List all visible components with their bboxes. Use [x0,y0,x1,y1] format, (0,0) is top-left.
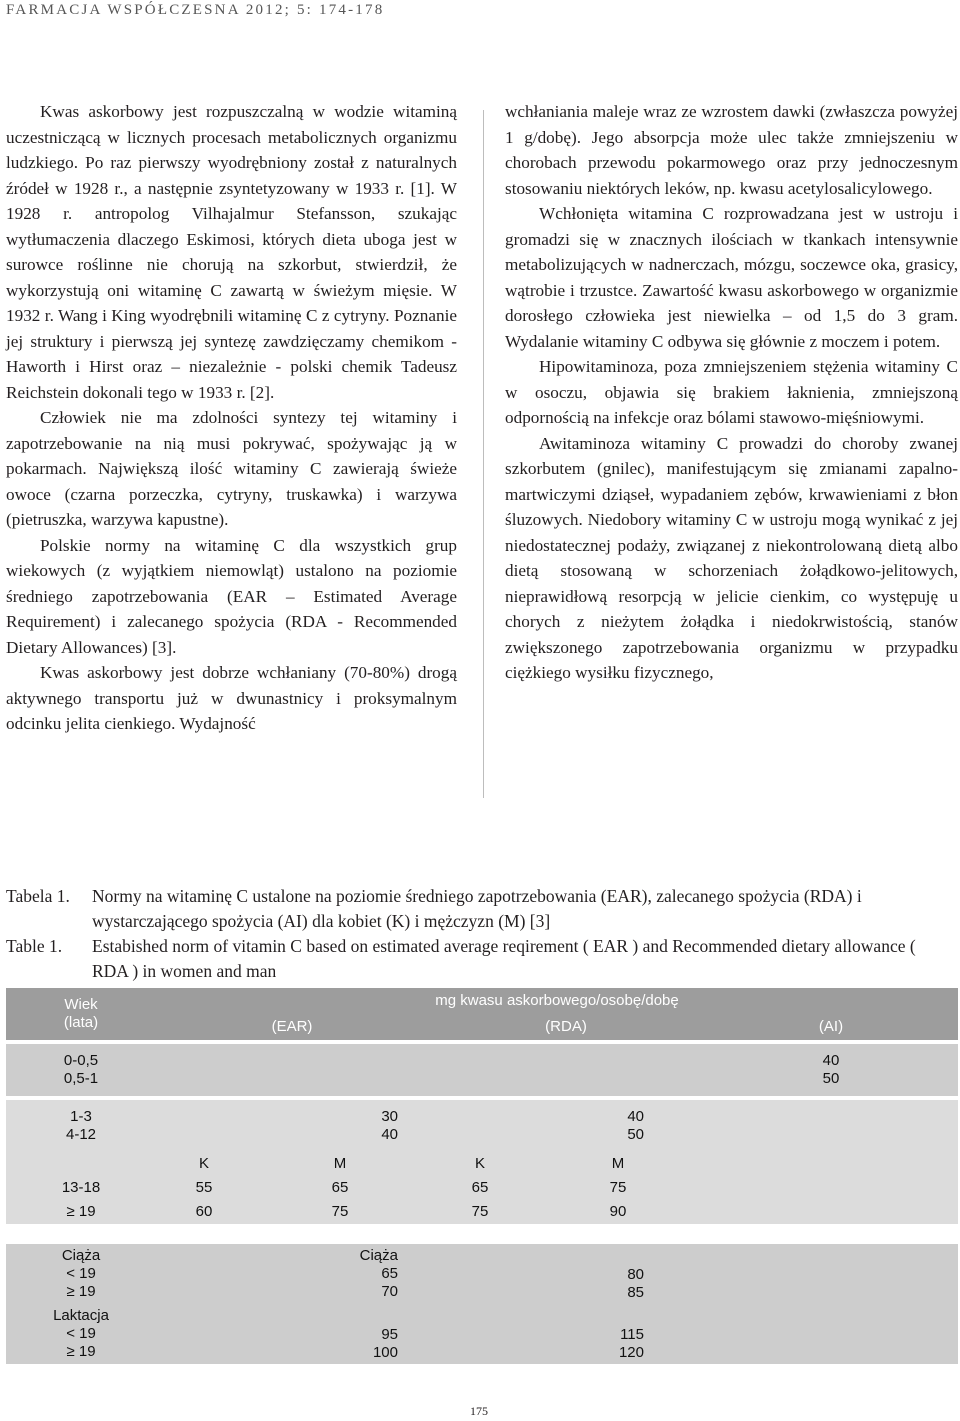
rda-cell [428,1304,704,1364]
ai-cell [704,1044,958,1096]
paragraph: Wchłonięta witamina C rozprowadzana jest w ustroju i gromadzi się w znacznych ilościach w tkankach intensywnie metabolizujących w nadnerczach, mózgu, soczewce oka, grasicy, wątrobie i trzustce. Zawartość kwasu askorbowego w organizmie dorosłego człowieka jest niewielka – od 1,5 do 3 gram. Wydalanie witaminy C odbywa się głównie z moczem i potem. [505,204,958,351]
rda-cell [428,1100,704,1152]
age-header-line: (lata) [63,1014,99,1031]
age-value: 1-3 [70,1108,92,1125]
rda-m-value: 90 [609,1203,627,1220]
age-header-line: Wiek [64,996,98,1013]
vitamin-c-norms-table [6,988,958,1364]
ear-cell [156,1100,428,1152]
paragraph: Człowiek nie ma zdolności syntezy tej witaminy i zapotrzebowanie na nią musi pokrywać, spożywając ją w pokarmach. Największą ilość witaminy C zawierają świeże owoce (czarna porzeczka, cytryny, truskawka) i warzywa (pietruszka, warzywa kapustne). [6,408,457,529]
caption-text: Estabished norm of vitamin C based on estimated average reqirement ( EAR ) and Recommended dietary allowance ( RDA ) in women and man [92,936,916,981]
paragraph: wchłaniania maleje wraz ze wzrostem dawki (zwłaszcza powyżej 1 g/dobę). Jego absorpcja może ulec także zmniejszeniu w chorobach przewodu pokarmowego oraz przy jednoczesnym stosowaniu niektórych leków, np. kwasu acetylosalicylowego. [505,102,958,198]
ai-value: 50 [822,1070,840,1087]
ear-value: Ciąża [359,1247,398,1264]
sex-k: K [474,1155,485,1172]
ear-value: 65 [381,1265,398,1282]
rda-value: 85 [627,1284,644,1301]
ear-value: 30 [381,1108,398,1125]
right-column [505,99,958,686]
rda-k-value: 75 [471,1203,489,1220]
ear-m-value: 75 [331,1203,349,1220]
caption-text: Normy na witaminę C ustalone na poziomie średniego zapotrzebowania (EAR), zalecanego spożycia (RDA) i wystarczającego spożycia (AI) dla kobiet (K) i mężczyzn (M) [3] [92,886,862,931]
ear-k-value: 60 [195,1203,213,1220]
paragraph: Hipowitaminoza, poza zmniejszeniem stężenia witaminy C w osoczu, objawia się brakiem łaknienia, zmniejszoną odpornością na infekcje oraz bólami stawowo-mięśniowymi. [505,357,958,427]
paragraph: Kwas askorbowy jest rozpuszczalną w wodzie witaminą uczestniczącą w licznych procesach metabolicznych organizmu ludzkiego. Po raz pierwszy wyodrębniony został z naturalnych źródeł w 1928 r., a następnie zsyntetyzowany w 1933 r. [1]. W 1928 r. antropolog Vilhajalmur Stefansson, szukając wytłumaczenia dlaczego Eskimosi, których dieta uboga jest w surowce roślinne nie chorują na szkorbut, stwierdził, że wykorzystują oni witaminę C zawartą w świeżym mięsie. W 1932 r. Wang i King wyodrębnili witaminę C z cytryny. Poznanie jej struktury i pierwszą jej syntezę zawdzięczamy chemikom - Haworth i Hirst oraz – niezależnie - polski chemik Tadeusz Reichstein dokonali tego w 1933 r. [2]. [6,102,457,402]
age-value: ≥ 19 [66,1203,96,1220]
age-cell [6,1304,156,1364]
journal-header: FARMACJA WSPÓŁCZESNA 2012; 5: 174-178 [6,2,385,18]
ai-header: (AI) [818,1018,844,1035]
ear-value: 40 [381,1126,398,1143]
unit-header: mg kwasu askorbowego/osobę/dobę [435,992,679,1009]
column-divider [483,110,484,798]
ear-cell [156,1304,428,1364]
caption-label: Table 1. [6,936,63,956]
age-value: 13-18 [61,1179,101,1196]
rda-value: 40 [627,1108,644,1125]
rda-m-value: 75 [609,1179,627,1196]
paragraph: Polskie normy na witaminę C dla wszystkich grup wiekowych (z wyjątkiem niemowląt) ustalono na poziomie średniego zapotrzebowania (EAR – Estimated Average Requirement) i zalecanego spożycia (RDA - Recommended Dietary Allowances) [3]. [6,535,457,657]
age-value: < 19 [66,1265,96,1282]
rda-k-value: 65 [471,1179,489,1196]
ear-cell [156,1244,428,1304]
age-value: 4-12 [65,1126,97,1143]
age-value: < 19 [66,1325,96,1342]
age-value: Laktacja [53,1307,109,1324]
ear-value: 70 [381,1283,398,1300]
ear-header: (EAR) [271,1018,313,1035]
age-header [6,988,156,1040]
rda-header: (RDA) [545,1018,587,1035]
age-cell [6,1100,156,1152]
paragraph: Kwas askorbowy jest dobrze wchłaniany (70-80%) drogą aktywnego transportu już w dwunastnicy i proksymalnym odcinku jelita cienkiego. Wydajność [6,663,457,733]
age-value: 0-0,5 [63,1052,99,1069]
age-value: ≥ 19 [66,1283,96,1300]
age-value: Ciąża [61,1247,101,1264]
ear-value: 95 [381,1326,398,1343]
age-cell [6,1044,156,1096]
page-number: 175 [470,1404,488,1418]
sex-k: K [198,1155,209,1172]
table-caption [6,884,946,984]
caption-label: Tabela 1. [6,886,70,906]
sex-m: M [611,1155,625,1172]
age-value: ≥ 19 [66,1343,96,1360]
left-column [6,99,457,737]
ear-m-value: 65 [331,1179,349,1196]
age-cell [6,1244,156,1304]
rda-value: 120 [618,1344,644,1361]
age-value: 0,5-1 [63,1070,99,1087]
rda-value: 50 [627,1126,644,1143]
ear-value: 100 [372,1344,398,1361]
rda-value: 115 [620,1326,644,1343]
ai-value: 40 [822,1052,840,1069]
sex-m: M [333,1155,347,1172]
paragraph: Awitaminoza witaminy C prowadzi do choroby zwanej szkorbutem (gnilec), manifestującym się zmianami zapalno-martwiczymi dziąseł, wypadaniem zębów, krwawieniami z błon śluzowych. Niedobory witaminy C w ustroju mogą wynikać z jej niedostatecznej podaży, związanej z niekontrolowaną dietą albo dietą stosowaną w schorzeniach żołądkowo-jelitowych, nieprawidłową resorpcją w jelicie cienkim, co występuję u chorych z nieżytem żołądka i niedokrwistością, stanów zwiększonego zapotrzebowania organizmu w przypadku ciężkiego wysiłku fizycznego, [505,433,958,682]
rda-cell [428,1244,704,1304]
ear-k-value: 55 [195,1179,213,1196]
rda-value: 80 [627,1266,644,1283]
